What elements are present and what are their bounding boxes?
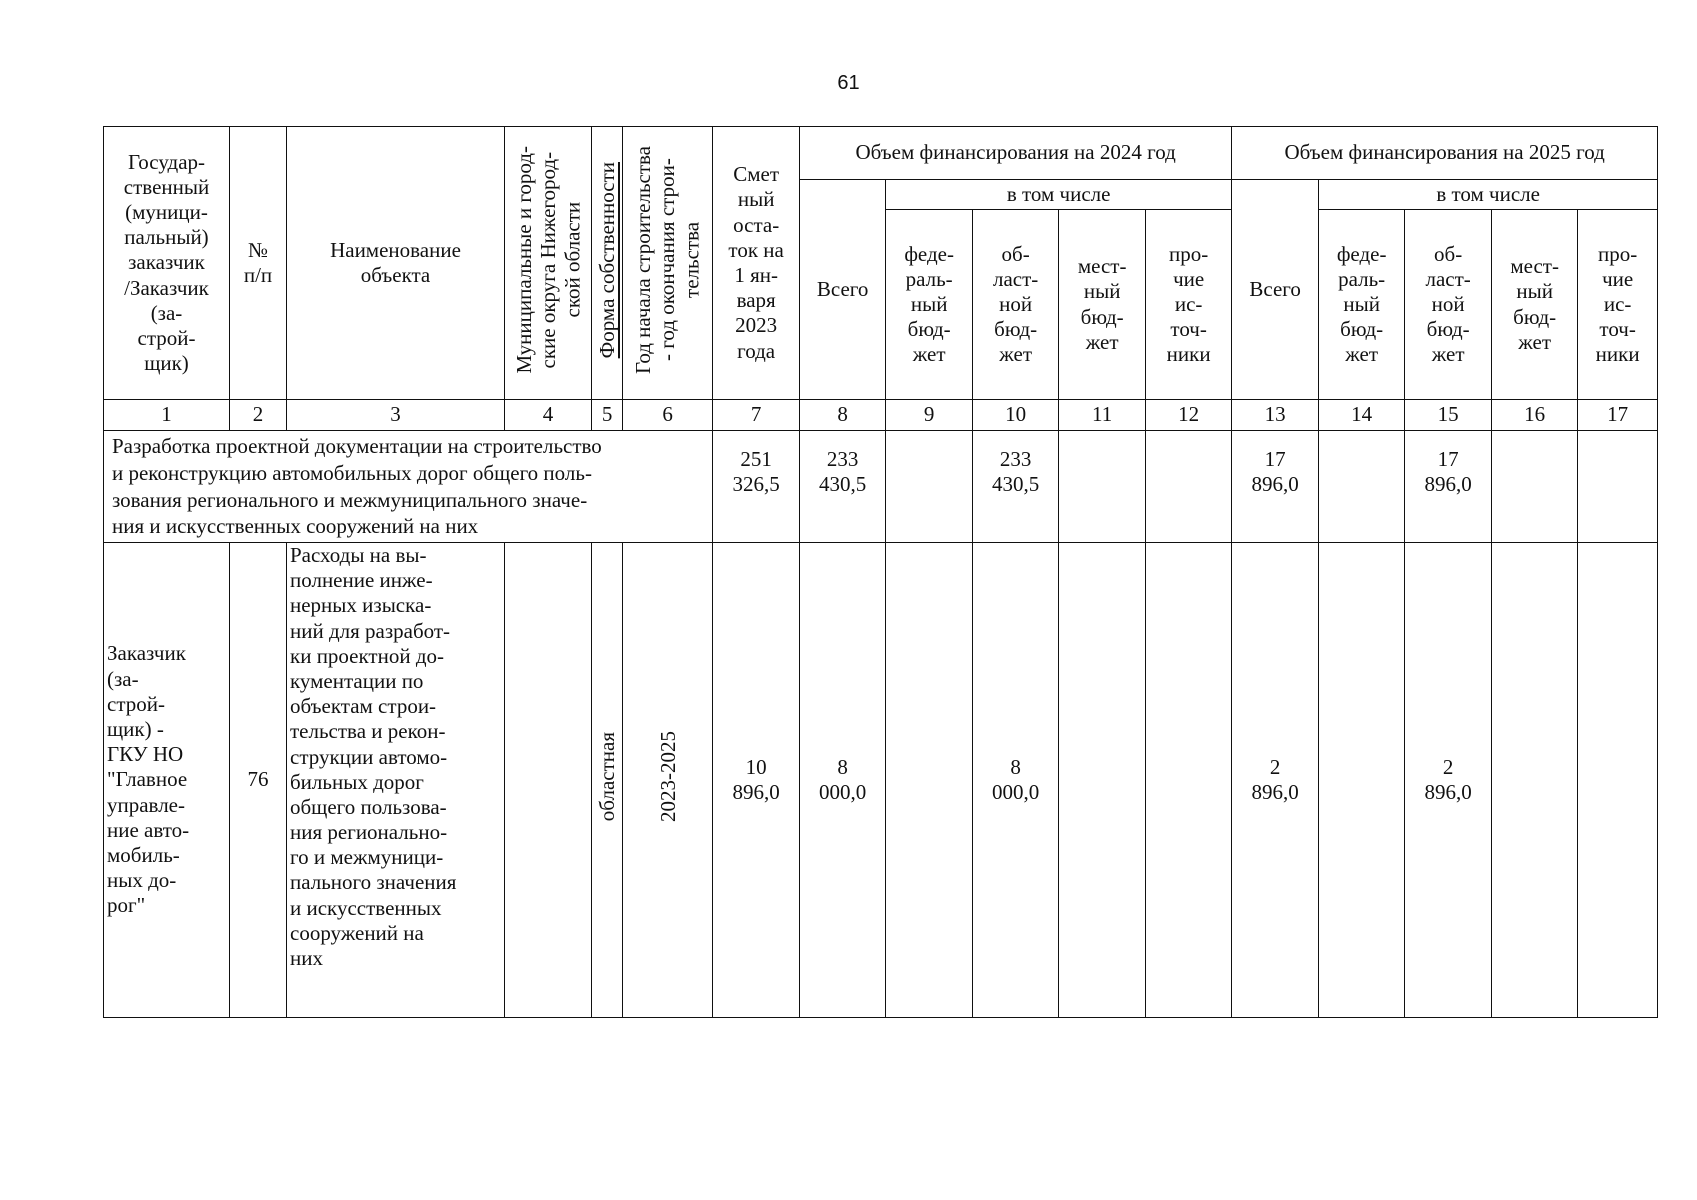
section-federal-2024: [886, 431, 973, 543]
column-number: 14: [1319, 400, 1405, 431]
row-customer: Заказчик (за- строй- щик) - ГКУ НО "Главное управле- ние авто- мобиль- ных до- рог": [104, 543, 230, 1018]
section-title: Разработка проектной документации на строительство и реконструкцию автомобильных дорог общего поль- зования регионального и межмуниципального значе- ния и искусственных сооружений на них: [104, 431, 713, 543]
row-other-2025: [1578, 543, 1658, 1018]
header-total-2025: Всего: [1232, 180, 1319, 400]
row-total-2025: 2 896,0: [1232, 543, 1319, 1018]
column-number: 13: [1232, 400, 1319, 431]
header-federal-2024: феде- раль- ный бюд- жет: [886, 210, 973, 400]
column-number: 16: [1492, 400, 1578, 431]
row-local-2024: [1059, 543, 1146, 1018]
header-customer: Государ- ственный (муници- пальный) заказчик /Заказчик (за- строй- щик): [104, 127, 230, 400]
row-remaining: 10 896,0: [713, 543, 800, 1018]
row-regional-2025: 2 896,0: [1405, 543, 1492, 1018]
row-local-2025: [1492, 543, 1578, 1018]
financing-table: [103, 126, 1658, 1018]
column-number: 3: [287, 400, 505, 431]
header-remaining: Смет ный оста- ток на 1 ян- варя 2023 года: [713, 127, 800, 400]
row-object-name: Расходы на вы- полнение инже- нерных изыска- ний для разработ- ки проектной до- кументации по объектам строи- тельства и рекон- струкции автомо- бильных дорог общего пользова- ния регионально- го и межмуници- пального значения и искусственных сооружений на них: [287, 543, 505, 1018]
column-number: 8: [800, 400, 886, 431]
section-row: [104, 431, 1658, 543]
row-number: 76: [230, 543, 287, 1018]
column-number: 10: [973, 400, 1059, 431]
row-ownership-cell: [592, 543, 623, 1018]
header-financing-2025: Объем финансирования на 2025 год: [1232, 127, 1658, 180]
header-including-2025: в том числе: [1319, 180, 1658, 210]
row-municipal: [505, 543, 592, 1018]
header-including-2024: в том числе: [886, 180, 1232, 210]
page-number: 61: [837, 72, 860, 94]
row-regional-2024: 8 000,0: [973, 543, 1059, 1018]
column-number: 17: [1578, 400, 1658, 431]
header-ownership: Форма собственности: [595, 161, 619, 359]
header-row-number: № п/п: [230, 127, 287, 400]
section-local-2025: [1492, 431, 1578, 543]
column-number: 5: [592, 400, 623, 431]
column-number: 15: [1405, 400, 1492, 431]
row-years: 2023-2025: [655, 731, 680, 823]
header-ownership-cell: [592, 127, 623, 400]
section-other-2025: [1578, 431, 1658, 543]
header-object-name: Наименование объекта: [287, 127, 505, 400]
column-number: 12: [1146, 400, 1232, 431]
header-other-2024: про- чие ис- точ- ники: [1146, 210, 1232, 400]
column-number-row: [104, 400, 1658, 431]
section-federal-2025: [1319, 431, 1405, 543]
row-federal-2024: [886, 543, 973, 1018]
column-number: 2: [230, 400, 287, 431]
header-local-2024: мест- ный бюд- жет: [1059, 210, 1146, 400]
column-number: 1: [104, 400, 230, 431]
header-regional-2024: об- ласт- ной бюд- жет: [973, 210, 1059, 400]
section-remaining: 251 326,5: [713, 431, 800, 543]
header-municipal: Муниципальные и город- ские округа Нижегород- ской области: [511, 146, 585, 374]
section-other-2024: [1146, 431, 1232, 543]
header-other-2025: про- чие ис- точ- ники: [1578, 210, 1658, 400]
column-number: 6: [623, 400, 713, 431]
header-years-cell: [623, 127, 713, 400]
section-regional-2025: 17 896,0: [1405, 431, 1492, 543]
header-regional-2025: об- ласт- ной бюд- жет: [1405, 210, 1492, 400]
row-other-2024: [1146, 543, 1232, 1018]
header-municipal-cell: [505, 127, 592, 400]
header-federal-2025: феде- раль- ный бюд- жет: [1319, 210, 1405, 400]
row-ownership: областная: [595, 732, 619, 822]
column-number: 9: [886, 400, 973, 431]
section-local-2024: [1059, 431, 1146, 543]
header-local-2025: мест- ный бюд- жет: [1492, 210, 1578, 400]
section-total-2024: 233 430,5: [800, 431, 886, 543]
row-total-2024: 8 000,0: [800, 543, 886, 1018]
header-financing-2024: Объем финансирования на 2024 год: [800, 127, 1232, 180]
column-number: 11: [1059, 400, 1146, 431]
column-number: 4: [505, 400, 592, 431]
table-row: [104, 543, 1658, 1018]
header-years: Год начала строительства - год окончания строи- тельства: [631, 145, 704, 374]
header-total-2024: Всего: [800, 180, 886, 400]
section-regional-2024: 233 430,5: [973, 431, 1059, 543]
column-number: 7: [713, 400, 800, 431]
row-years-cell: [623, 543, 713, 1018]
section-total-2025: 17 896,0: [1232, 431, 1319, 543]
row-federal-2025: [1319, 543, 1405, 1018]
